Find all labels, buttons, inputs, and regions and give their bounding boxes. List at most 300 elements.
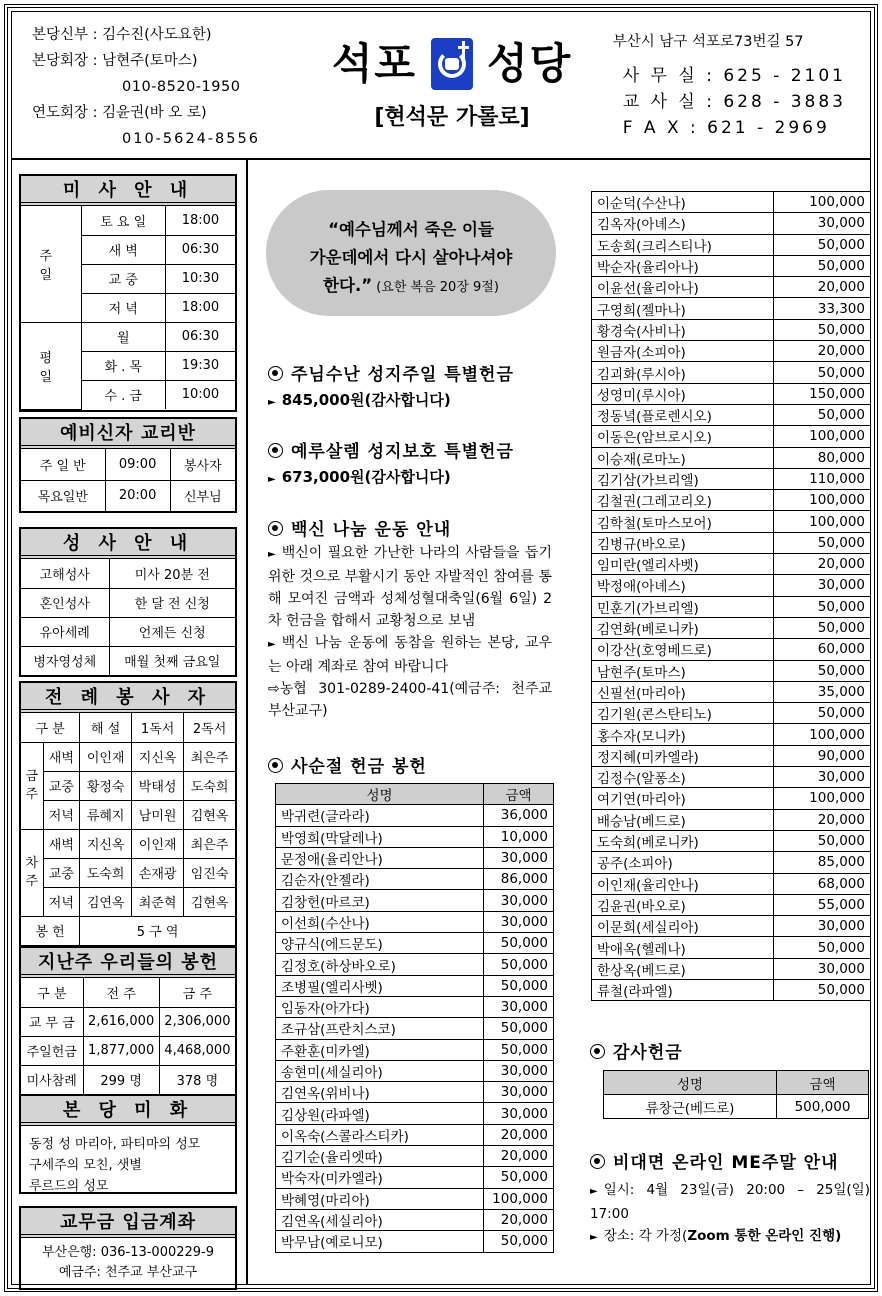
triangle-bullet-icon: ► (590, 1186, 598, 1197)
donation-amount: 68,000 (774, 873, 871, 894)
donation-amount: 85,000 (774, 852, 871, 873)
table-row (592, 639, 871, 660)
table-row (592, 724, 871, 745)
mass-label: 토 요 일 (81, 206, 165, 235)
table-row (276, 1103, 554, 1124)
radio-bullet-icon (268, 758, 283, 773)
me-weekend-section (590, 1148, 870, 1249)
col-header: 1독서 (132, 713, 184, 742)
donation-amount: 50,000 (484, 1039, 554, 1060)
donation-amount: 500,000 (777, 1095, 869, 1119)
quote-line: 한다.” (323, 276, 373, 295)
fax-number: F A X : 621 - 2969 (622, 118, 830, 138)
table-row (592, 681, 871, 702)
donor-name: 이인재(율리안나) (592, 873, 774, 894)
middle-column (250, 160, 580, 1284)
donor-name: 조규삼(프란치스코) (276, 1018, 484, 1039)
donation-amount: 30,000 (484, 847, 554, 868)
donor-name: 문정애(율리안나) (276, 847, 484, 868)
radio-bullet-icon (268, 443, 283, 458)
class-teacher: 신부님 (170, 480, 235, 511)
donor-name: 임동자(아가다) (276, 996, 484, 1017)
table-row (592, 596, 871, 617)
donation-amount: 150,000 (774, 383, 871, 404)
table-row (592, 873, 871, 894)
section-title: 주님수난 성지주일 특별헌금 (291, 365, 514, 385)
donation-amount: 50,000 (774, 617, 871, 638)
table-row (592, 830, 871, 851)
sacrament-info: 매월 첫째 금요일 (109, 646, 235, 675)
donation-amount: 50,000 (484, 933, 554, 954)
sacraments-table (21, 559, 235, 675)
bulletin-frame (11, 11, 871, 1285)
donor-name: 박애옥(헬레나) (592, 937, 774, 958)
donation-amount: 30,000 (774, 213, 871, 234)
class-day: 주 일 반 (21, 449, 105, 480)
donation-amount: 50,000 (774, 255, 871, 276)
beautification-box (19, 1094, 237, 1194)
commentator: 황정숙 (80, 771, 132, 800)
donation-amount: 100,000 (774, 788, 871, 809)
commentator: 김연옥 (80, 887, 132, 916)
table-row (276, 890, 554, 911)
mass-time: 06:30 (165, 322, 235, 351)
donation-amount: 35,000 (774, 681, 871, 702)
scripture-quote (266, 190, 556, 316)
table-row (592, 660, 871, 681)
donation-amount: 30,000 (774, 575, 871, 596)
yeondo-line: 연도회장 : 김윤권(바 오 로) (32, 105, 207, 121)
patron-subtitle: [현석문 가롤로] (374, 105, 530, 130)
radio-bullet-icon (268, 366, 283, 381)
donation-amount: 20,000 (774, 809, 871, 830)
table-row (592, 192, 871, 213)
donor-name: 황경숙(사비나) (592, 319, 774, 340)
donation-amount: 20,000 (774, 341, 871, 362)
col-header: 구 분 (21, 713, 80, 742)
donation-amount: 80,000 (774, 447, 871, 468)
triangle-bullet-icon: ► (268, 474, 276, 485)
reader-1: 남미원 (132, 800, 184, 829)
prev-week-value: 2,616,000 (83, 1007, 159, 1036)
lent-offering-section (268, 752, 427, 777)
mass-time: 10:30 (165, 264, 235, 293)
this-week-value: 4,468,000 (159, 1036, 235, 1065)
donor-name: 김순자(안젤라) (276, 869, 484, 890)
right-column (582, 160, 872, 1284)
reader-1: 손재광 (132, 858, 184, 887)
sacrament-name: 고해성사 (21, 559, 109, 588)
pastor-line: 본당신부 : 김수진(사도요한) (32, 27, 212, 43)
vaccine-paragraph: 백신 나눔 운동에 동참을 원하는 본당, 교우는 아래 계좌로 참여 바랍니다 (268, 635, 552, 675)
mass-label: 교 중 (81, 264, 165, 293)
mass-label: 저 녁 (81, 293, 165, 322)
reader-2: 임진숙 (184, 858, 235, 887)
table-row (276, 1167, 554, 1188)
donor-name: 남현주(토마스) (592, 660, 774, 681)
donor-name: 공주(소피아) (592, 852, 774, 873)
donor-name: 민훈기(가브리엘) (592, 596, 774, 617)
table-row (276, 911, 554, 932)
table-row (592, 703, 871, 724)
donation-amount: 50,000 (484, 1231, 554, 1252)
vaccine-paragraph: 백신이 필요한 가난한 나라의 사람들을 돕기 위한 것으로 부활시기 동안 자발적인 참여를 통해 모여진 금액과 성체성혈대축일(6월 6일) 2차 헌금을 합해서 교황청으로 보냄 (268, 545, 552, 629)
table-row (592, 298, 871, 319)
donor-name: 조병필(엘리사벳) (276, 975, 484, 996)
section-title: 예루살렘 성지보호 특별헌금 (291, 442, 514, 462)
donor-name: 김철권(그레고리오) (592, 490, 774, 511)
mass-label: 저녁 (43, 887, 80, 916)
mass-schedule-box (19, 174, 237, 412)
table-row (276, 1082, 554, 1103)
row-label: 미사참례 (21, 1065, 83, 1094)
title-right: 성당 (487, 39, 573, 88)
weekday-label: 평 일 (21, 322, 81, 409)
col-header: 구 분 (21, 978, 83, 1007)
donor-name: 김옥자(아녜스) (592, 213, 774, 234)
donation-amount: 50,000 (484, 975, 554, 996)
reader-2: 김현옥 (184, 887, 235, 916)
catechumen-table (21, 449, 235, 511)
donor-name: 김병규(바오로) (592, 532, 774, 553)
offering-label: 봉 헌 (21, 916, 80, 945)
donation-amount: 30,000 (484, 911, 554, 932)
donation-amount: 30,000 (484, 996, 554, 1017)
col-header: 금액 (484, 784, 554, 805)
class-time: 20:00 (105, 480, 170, 511)
beautification-line: 구세주의 모친, 샛별 (29, 1158, 142, 1173)
donor-name: 김연화(베로니카) (592, 617, 774, 638)
donor-name: 김창헌(마르코) (276, 890, 484, 911)
donation-amount: 20,000 (484, 1124, 554, 1145)
offering-amount: 673,000원(감사합니다) (281, 468, 451, 486)
this-week-label: 금주 (21, 742, 43, 829)
donation-amount: 50,000 (774, 234, 871, 255)
donor-name: 김기원(콘스탄티노) (592, 703, 774, 724)
table-row (276, 996, 554, 1017)
vaccine-sharing-section (268, 515, 552, 722)
mass-time: 10:00 (165, 380, 235, 409)
donation-amount: 20,000 (774, 554, 871, 575)
table-row (592, 767, 871, 788)
me-place: 장소: 각 가정( (603, 1228, 688, 1244)
donation-amount: 20,000 (484, 1146, 554, 1167)
account-box (19, 1206, 237, 1290)
donor-name: 박숙자(미카엘라) (276, 1167, 484, 1188)
table-row (592, 426, 871, 447)
donation-amount: 60,000 (774, 639, 871, 660)
table-row (592, 511, 871, 532)
section-title: 비대면 온라인 ME주말 안내 (613, 1153, 839, 1173)
donation-amount: 50,000 (774, 362, 871, 383)
donor-name: 배승남(베드로) (592, 809, 774, 830)
catechumen-title: 예비신자 교리반 (21, 419, 235, 449)
donation-amount: 110,000 (774, 468, 871, 489)
sacraments-title: 성 사 안 내 (21, 529, 235, 559)
donor-name: 이윤선(율리아나) (592, 277, 774, 298)
lent-offering-table-left (275, 783, 554, 1253)
mass-time: 06:30 (165, 235, 235, 264)
donation-amount: 100,000 (774, 490, 871, 511)
prev-week-value: 1,877,000 (83, 1036, 159, 1065)
table-row (592, 532, 871, 553)
donor-name: 이강산(호영베드로) (592, 639, 774, 660)
donor-name: 김연옥(위비나) (276, 1082, 484, 1103)
donation-amount: 30,000 (484, 1060, 554, 1081)
mass-schedule-title: 미 사 안 내 (21, 176, 235, 206)
yeondo-phone: 010-5624-8556 (122, 131, 260, 147)
table-row (592, 788, 871, 809)
table-row (276, 954, 554, 975)
donor-name: 박영희(막달레나) (276, 826, 484, 847)
col-header: 해 설 (80, 713, 132, 742)
table-row (592, 852, 871, 873)
table-row (592, 894, 871, 915)
radio-bullet-icon (590, 1044, 605, 1059)
offerings-summary-title: 지난주 우리들의 봉헌 (21, 948, 235, 978)
table-row (592, 341, 871, 362)
commentator: 지신옥 (80, 829, 132, 858)
sacraments-box (19, 527, 237, 677)
donor-name: 구영희(젤마나) (592, 298, 774, 319)
account-holder: 예금주: 천주교 부산교구 (58, 1265, 198, 1280)
donor-name: 김괴화(루시아) (592, 362, 774, 383)
beautification-title: 본 당 미 화 (21, 1096, 235, 1126)
mass-time: 19:30 (165, 351, 235, 380)
triangle-bullet-icon: ► (590, 1232, 598, 1243)
donor-name: 김기순(율리엣따) (276, 1146, 484, 1167)
donation-amount: 100,000 (774, 192, 871, 213)
donation-amount: 50,000 (484, 1167, 554, 1188)
table-row (276, 1231, 554, 1252)
offering-value: 5 구 역 (80, 916, 235, 945)
table-row (592, 447, 871, 468)
liturgy-table (21, 713, 235, 945)
table-row (276, 826, 554, 847)
offerings-summary-table (21, 978, 235, 1094)
donor-name: 성영미(루시아) (592, 383, 774, 404)
jerusalem-offering-section (268, 437, 568, 487)
section-title: 사순절 헌금 봉헌 (291, 757, 427, 777)
table-row (592, 745, 871, 766)
teacher-phone: 교 사 실 : 628 - 3883 (622, 92, 846, 112)
donor-name: 양규식(에드문도) (276, 933, 484, 954)
donor-name: 송현미(세실리아) (276, 1060, 484, 1081)
table-row (592, 277, 871, 298)
beautification-line: 동정 성 마리아, 파티마의 성모 (29, 1137, 201, 1152)
parish-logo-icon (431, 38, 473, 90)
reader-1: 지신옥 (132, 742, 184, 771)
office-phone: 사 무 실 : 625 - 2101 (622, 66, 846, 86)
lent-offering-table-right (591, 191, 871, 1001)
this-week-value: 378 명 (159, 1065, 235, 1094)
table-row (592, 617, 871, 638)
table-row (276, 933, 554, 954)
donation-amount: 50,000 (774, 596, 871, 617)
sacrament-info: 한 달 전 신청 (109, 588, 235, 617)
quote-line: 가운데에서 다시 살아나셔야 (309, 248, 513, 267)
donor-name: 김상원(라파엘) (276, 1103, 484, 1124)
table-row (276, 805, 554, 826)
quote-line: “예수님께서 죽은 이들 (328, 220, 494, 239)
table-row (276, 1039, 554, 1060)
thanks-offering-table (603, 1070, 869, 1119)
donor-name: 이옥숙(스콜라스티카) (276, 1124, 484, 1145)
commentator: 류혜지 (80, 800, 132, 829)
parish-staff (32, 22, 260, 152)
sacrament-name: 병자영성체 (21, 646, 109, 675)
donor-name: 원금자(소피아) (592, 341, 774, 362)
donor-name: 김윤권(바오로) (592, 894, 774, 915)
donation-amount: 50,000 (484, 1018, 554, 1039)
commentator: 이인재 (80, 742, 132, 771)
donor-name: 도숙희(베로니카) (592, 830, 774, 851)
table-row (592, 554, 871, 575)
donor-name: 이선희(수산나) (276, 911, 484, 932)
row-label: 교 무 금 (21, 1007, 83, 1036)
left-column (12, 160, 248, 1284)
contact-info (613, 30, 846, 141)
radio-bullet-icon (590, 1154, 605, 1169)
sacrament-name: 유아세례 (21, 617, 109, 646)
table-row (592, 958, 871, 979)
triangle-bullet-icon: ► (268, 397, 276, 408)
donor-name: 박귀련(글라라) (276, 805, 484, 826)
table-row (592, 468, 871, 489)
table-row (276, 1018, 554, 1039)
donor-name: 도송희(크리스티나) (592, 234, 774, 255)
beautification-line: 루르드의 성모 (29, 1179, 109, 1194)
table-row (276, 1146, 554, 1167)
mass-label: 교중 (43, 771, 80, 800)
donor-name: 류창근(베드로) (604, 1095, 777, 1119)
mass-label: 월 (81, 322, 165, 351)
donor-name: 이승재(로마노) (592, 447, 774, 468)
table-row (592, 234, 871, 255)
donor-name: 이순덕(수산나) (592, 192, 774, 213)
donor-name: 한상옥(베드로) (592, 958, 774, 979)
donor-name: 박순자(율리아나) (592, 255, 774, 276)
mass-label: 새벽 (43, 742, 80, 771)
mass-label: 저녁 (43, 800, 80, 829)
parish-title (317, 34, 587, 131)
donation-amount: 33,300 (774, 298, 871, 319)
bank-account: 부산은행: 036-13-000229-9 (41, 1245, 215, 1260)
reader-1: 이인재 (132, 829, 184, 858)
donor-name: 신필선(마리아) (592, 681, 774, 702)
donation-amount: 36,000 (484, 805, 554, 826)
table-row (592, 404, 871, 425)
donor-name: 김정수(알퐁소) (592, 767, 774, 788)
donation-amount: 10,000 (484, 826, 554, 847)
reader-1: 박태성 (132, 771, 184, 800)
mass-label: 수 . 금 (81, 380, 165, 409)
table-row (592, 490, 871, 511)
table-row (592, 383, 871, 404)
donor-name: 임미란(엘리사벳) (592, 554, 774, 575)
account-title: 교무금 입금계좌 (21, 1208, 235, 1238)
donation-amount: 50,000 (774, 404, 871, 425)
donation-amount: 50,000 (484, 954, 554, 975)
sacrament-name: 혼인성사 (21, 588, 109, 617)
reader-2: 최은주 (184, 829, 235, 858)
donor-name: 박무남(예로니모) (276, 1231, 484, 1252)
class-time: 09:00 (105, 449, 170, 480)
triangle-bullet-icon: ► (268, 639, 276, 650)
donation-amount: 30,000 (774, 958, 871, 979)
me-place-detail: Zoom 통한 온라인 진행) (687, 1228, 842, 1244)
section-title: 감사헌금 (613, 1043, 683, 1063)
row-label: 주일헌금 (21, 1036, 83, 1065)
donor-name: 김정호(하상바오로) (276, 954, 484, 975)
sacrament-info: 언제든 신청 (109, 617, 235, 646)
table-row (592, 362, 871, 383)
table-row (592, 255, 871, 276)
sunday-label: 주 일 (21, 206, 81, 322)
donation-amount: 20,000 (484, 1209, 554, 1230)
table-row (592, 937, 871, 958)
sacrament-info: 미사 20분 전 (109, 559, 235, 588)
col-header: 성명 (276, 784, 484, 805)
donor-name: 여기연(마리아) (592, 788, 774, 809)
reader-2: 도숙희 (184, 771, 235, 800)
donation-amount: 100,000 (774, 511, 871, 532)
donor-name: 김기삼(가브리엘) (592, 468, 774, 489)
donation-amount: 50,000 (774, 979, 871, 1000)
table-row (592, 916, 871, 937)
donation-amount: 55,000 (774, 894, 871, 915)
donation-amount: 30,000 (484, 1103, 554, 1124)
donor-name: 주환훈(미카엘) (276, 1039, 484, 1060)
bulletin-header (12, 12, 870, 160)
offerings-summary-box (19, 946, 237, 1096)
col-header: 금액 (777, 1071, 869, 1095)
address: 부산시 남구 석포로73번길 57 (612, 34, 804, 50)
donation-amount: 30,000 (484, 890, 554, 911)
president-line: 본당회장 : 남현주(토마스) (32, 53, 198, 69)
table-row (592, 575, 871, 596)
donation-amount: 100,000 (484, 1188, 554, 1209)
bulletin-page (4, 4, 878, 1292)
table-row (592, 213, 871, 234)
title-left: 석포 (331, 39, 417, 88)
donor-name: 정동녘(플로렌시오) (592, 404, 774, 425)
donor-name: 이문희(세실리아) (592, 916, 774, 937)
donation-amount: 90,000 (774, 745, 871, 766)
radio-bullet-icon (268, 521, 283, 536)
donation-amount: 30,000 (774, 767, 871, 788)
reader-1: 최준혁 (132, 887, 184, 916)
mass-schedule-table (21, 206, 235, 410)
donation-amount: 50,000 (774, 532, 871, 553)
donor-name: 이동은(암브로시오) (592, 426, 774, 447)
next-week-label: 차주 (21, 829, 43, 916)
mass-time: 18:00 (165, 206, 235, 235)
table-row (276, 1188, 554, 1209)
mass-time: 18:00 (165, 293, 235, 322)
triangle-bullet-icon: ► (268, 549, 276, 560)
donation-amount: 86,000 (484, 869, 554, 890)
donation-amount: 50,000 (774, 319, 871, 340)
donation-amount: 100,000 (774, 724, 871, 745)
donation-amount: 20,000 (774, 277, 871, 298)
class-day: 목요일반 (21, 480, 105, 511)
donor-name: 김연옥(세실리아) (276, 1209, 484, 1230)
vaccine-account: ⇨농협 301-0289-2400-41(예금주: 천주교 부산교구) (268, 681, 552, 719)
thanks-offering-section (590, 1038, 683, 1063)
mass-label: 새벽 (43, 829, 80, 858)
this-week-value: 2,306,000 (159, 1007, 235, 1036)
